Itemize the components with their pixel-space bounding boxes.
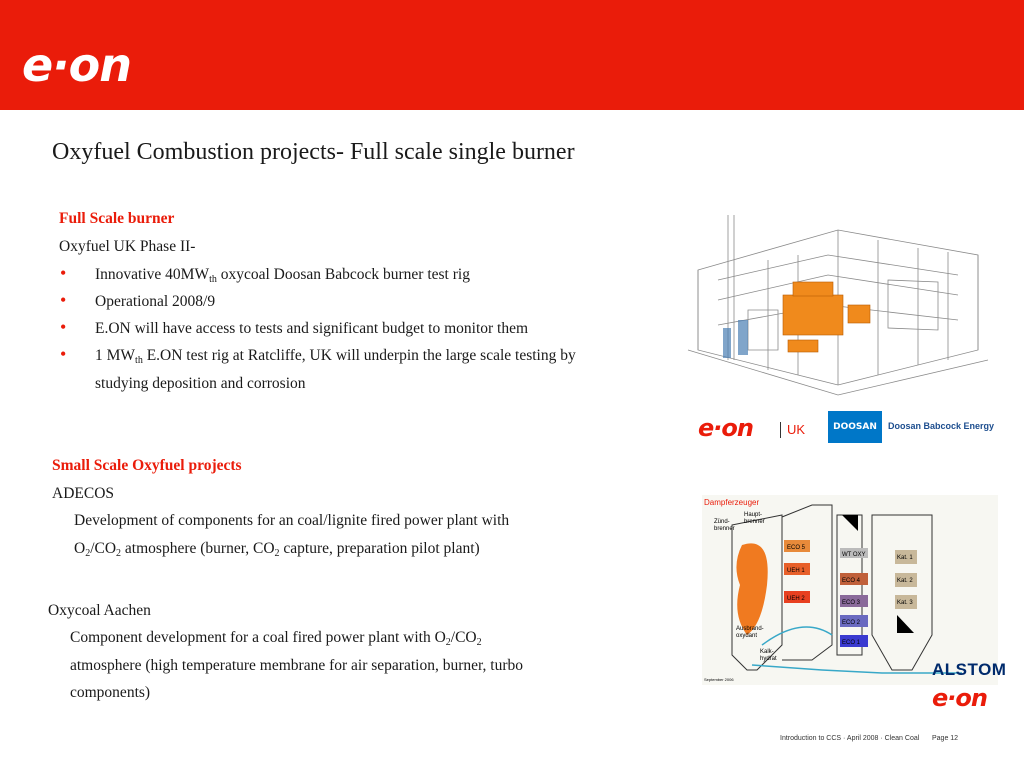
alstom-logo: ALSTOM xyxy=(932,660,1007,679)
bullet-4-pre: 1 MW xyxy=(95,347,136,364)
label-zuend: Zünd- xyxy=(714,519,730,525)
bullet-1-post: oxycoal Doosan Babcock burner test rig xyxy=(216,266,470,283)
bullet-1-sub: th xyxy=(209,274,217,285)
label-oxydant: oxydant xyxy=(736,633,758,639)
label-ueh1: UEH 1 xyxy=(787,568,805,574)
aachen-line2: atmosphere (high temperature membrane for air separation, burner, turbo xyxy=(70,657,524,674)
label-brenner: brenner xyxy=(714,526,735,532)
label-eco4: ECO 4 xyxy=(842,578,861,584)
label-brenner2: brenner xyxy=(744,519,765,525)
sub-2: 2 xyxy=(445,637,451,648)
bullet-marker: • xyxy=(60,290,67,310)
label-kalk: Kalk- xyxy=(760,649,774,655)
aachen-text-co: /CO xyxy=(450,629,477,646)
sub-2: 2 xyxy=(85,548,91,559)
label-eco1: ECO 1 xyxy=(842,640,861,646)
bullet-4-post: E.ON test rig at Ratcliffe, UK will underpin the large scale testing by xyxy=(142,347,576,364)
eon-logo-bottom: e·on xyxy=(932,684,987,712)
text-capture: capture, preparation pilot plant) xyxy=(279,540,480,557)
small-scale-heading: Small Scale Oxyfuel projects xyxy=(52,457,242,474)
bullet-marker: • xyxy=(60,317,67,337)
bullet-4 xyxy=(95,346,576,366)
adecos-title: ADECOS xyxy=(52,485,115,502)
label-eco5: ECO 5 xyxy=(787,545,806,551)
footer-text: Introduction to CCS · April 2008 · Clean Coal xyxy=(780,735,920,742)
aachen-line1 xyxy=(70,628,482,648)
sub-2: 2 xyxy=(274,548,280,559)
full-scale-subheading xyxy=(59,237,195,257)
doosan-logo: DOOSAN xyxy=(828,411,882,443)
bullet-marker: • xyxy=(60,263,67,283)
text-atmosphere: atmosphere (burner, CO xyxy=(121,540,275,557)
bullet-4-sub: th xyxy=(135,355,143,366)
label-kat3: Kat. 3 xyxy=(897,600,913,606)
header-bar xyxy=(0,0,1024,110)
bullet-3: E.ON will have access to tests and significant budget to monitor them xyxy=(95,320,529,337)
eon-logo-small: e·on xyxy=(698,414,753,442)
label-eco3: ECO 3 xyxy=(842,600,861,606)
doosan-babcock-text: Doosan Babcock Energy xyxy=(888,421,995,431)
label-ausbrand: Ausbrand- xyxy=(736,626,764,632)
aachen-title: Oxycoal Aachen xyxy=(48,602,151,619)
label-haupt: Haupt- xyxy=(744,512,763,518)
sub-2: 2 xyxy=(476,637,482,648)
label-wtoxy: WT OXY xyxy=(842,552,866,558)
label-ueh2: UEH 2 xyxy=(787,596,805,602)
label-kat1: Kat. 1 xyxy=(897,555,913,561)
label-kat2: Kat. 2 xyxy=(897,578,913,584)
full-scale-heading: Full Scale burner xyxy=(59,210,175,227)
bullet-2: Operational 2008/9 xyxy=(95,293,216,310)
boiler-diagram xyxy=(702,495,998,685)
slide-title: Oxyfuel Combustion projects- Full scale single burner xyxy=(52,139,575,165)
plant-partner-logos xyxy=(696,408,996,448)
text-co: /CO xyxy=(90,540,117,557)
subheading-text: Oxyfuel UK Phase II- xyxy=(59,238,196,255)
sub-2: 2 xyxy=(116,548,122,559)
test-rig-illustration xyxy=(678,210,1000,405)
aachen-line3: components) xyxy=(70,684,151,701)
text-o: O xyxy=(74,540,86,557)
adecos-line2 xyxy=(74,539,480,559)
bullet-1-pre: Innovative 40MW xyxy=(95,266,210,283)
diagram-title: Dampferzeuger xyxy=(704,498,760,507)
bullet-marker: • xyxy=(60,344,67,364)
label-eco2: ECO 2 xyxy=(842,620,861,626)
bullet-1 xyxy=(95,265,470,285)
page-number: Page 12 xyxy=(932,735,959,742)
diagram-caption: September 2006 xyxy=(704,677,734,682)
uk-label: UK xyxy=(780,422,805,438)
aachen-text-a: Component development for a coal fired power plant with O xyxy=(70,629,446,646)
adecos-line1: Development of components for an coal/lignite fired power plant with xyxy=(74,512,510,529)
label-hydrat: hydrat xyxy=(760,656,777,662)
eon-logo: e·on xyxy=(22,38,132,92)
bullet-4-line2: studying deposition and corrosion xyxy=(95,375,306,392)
